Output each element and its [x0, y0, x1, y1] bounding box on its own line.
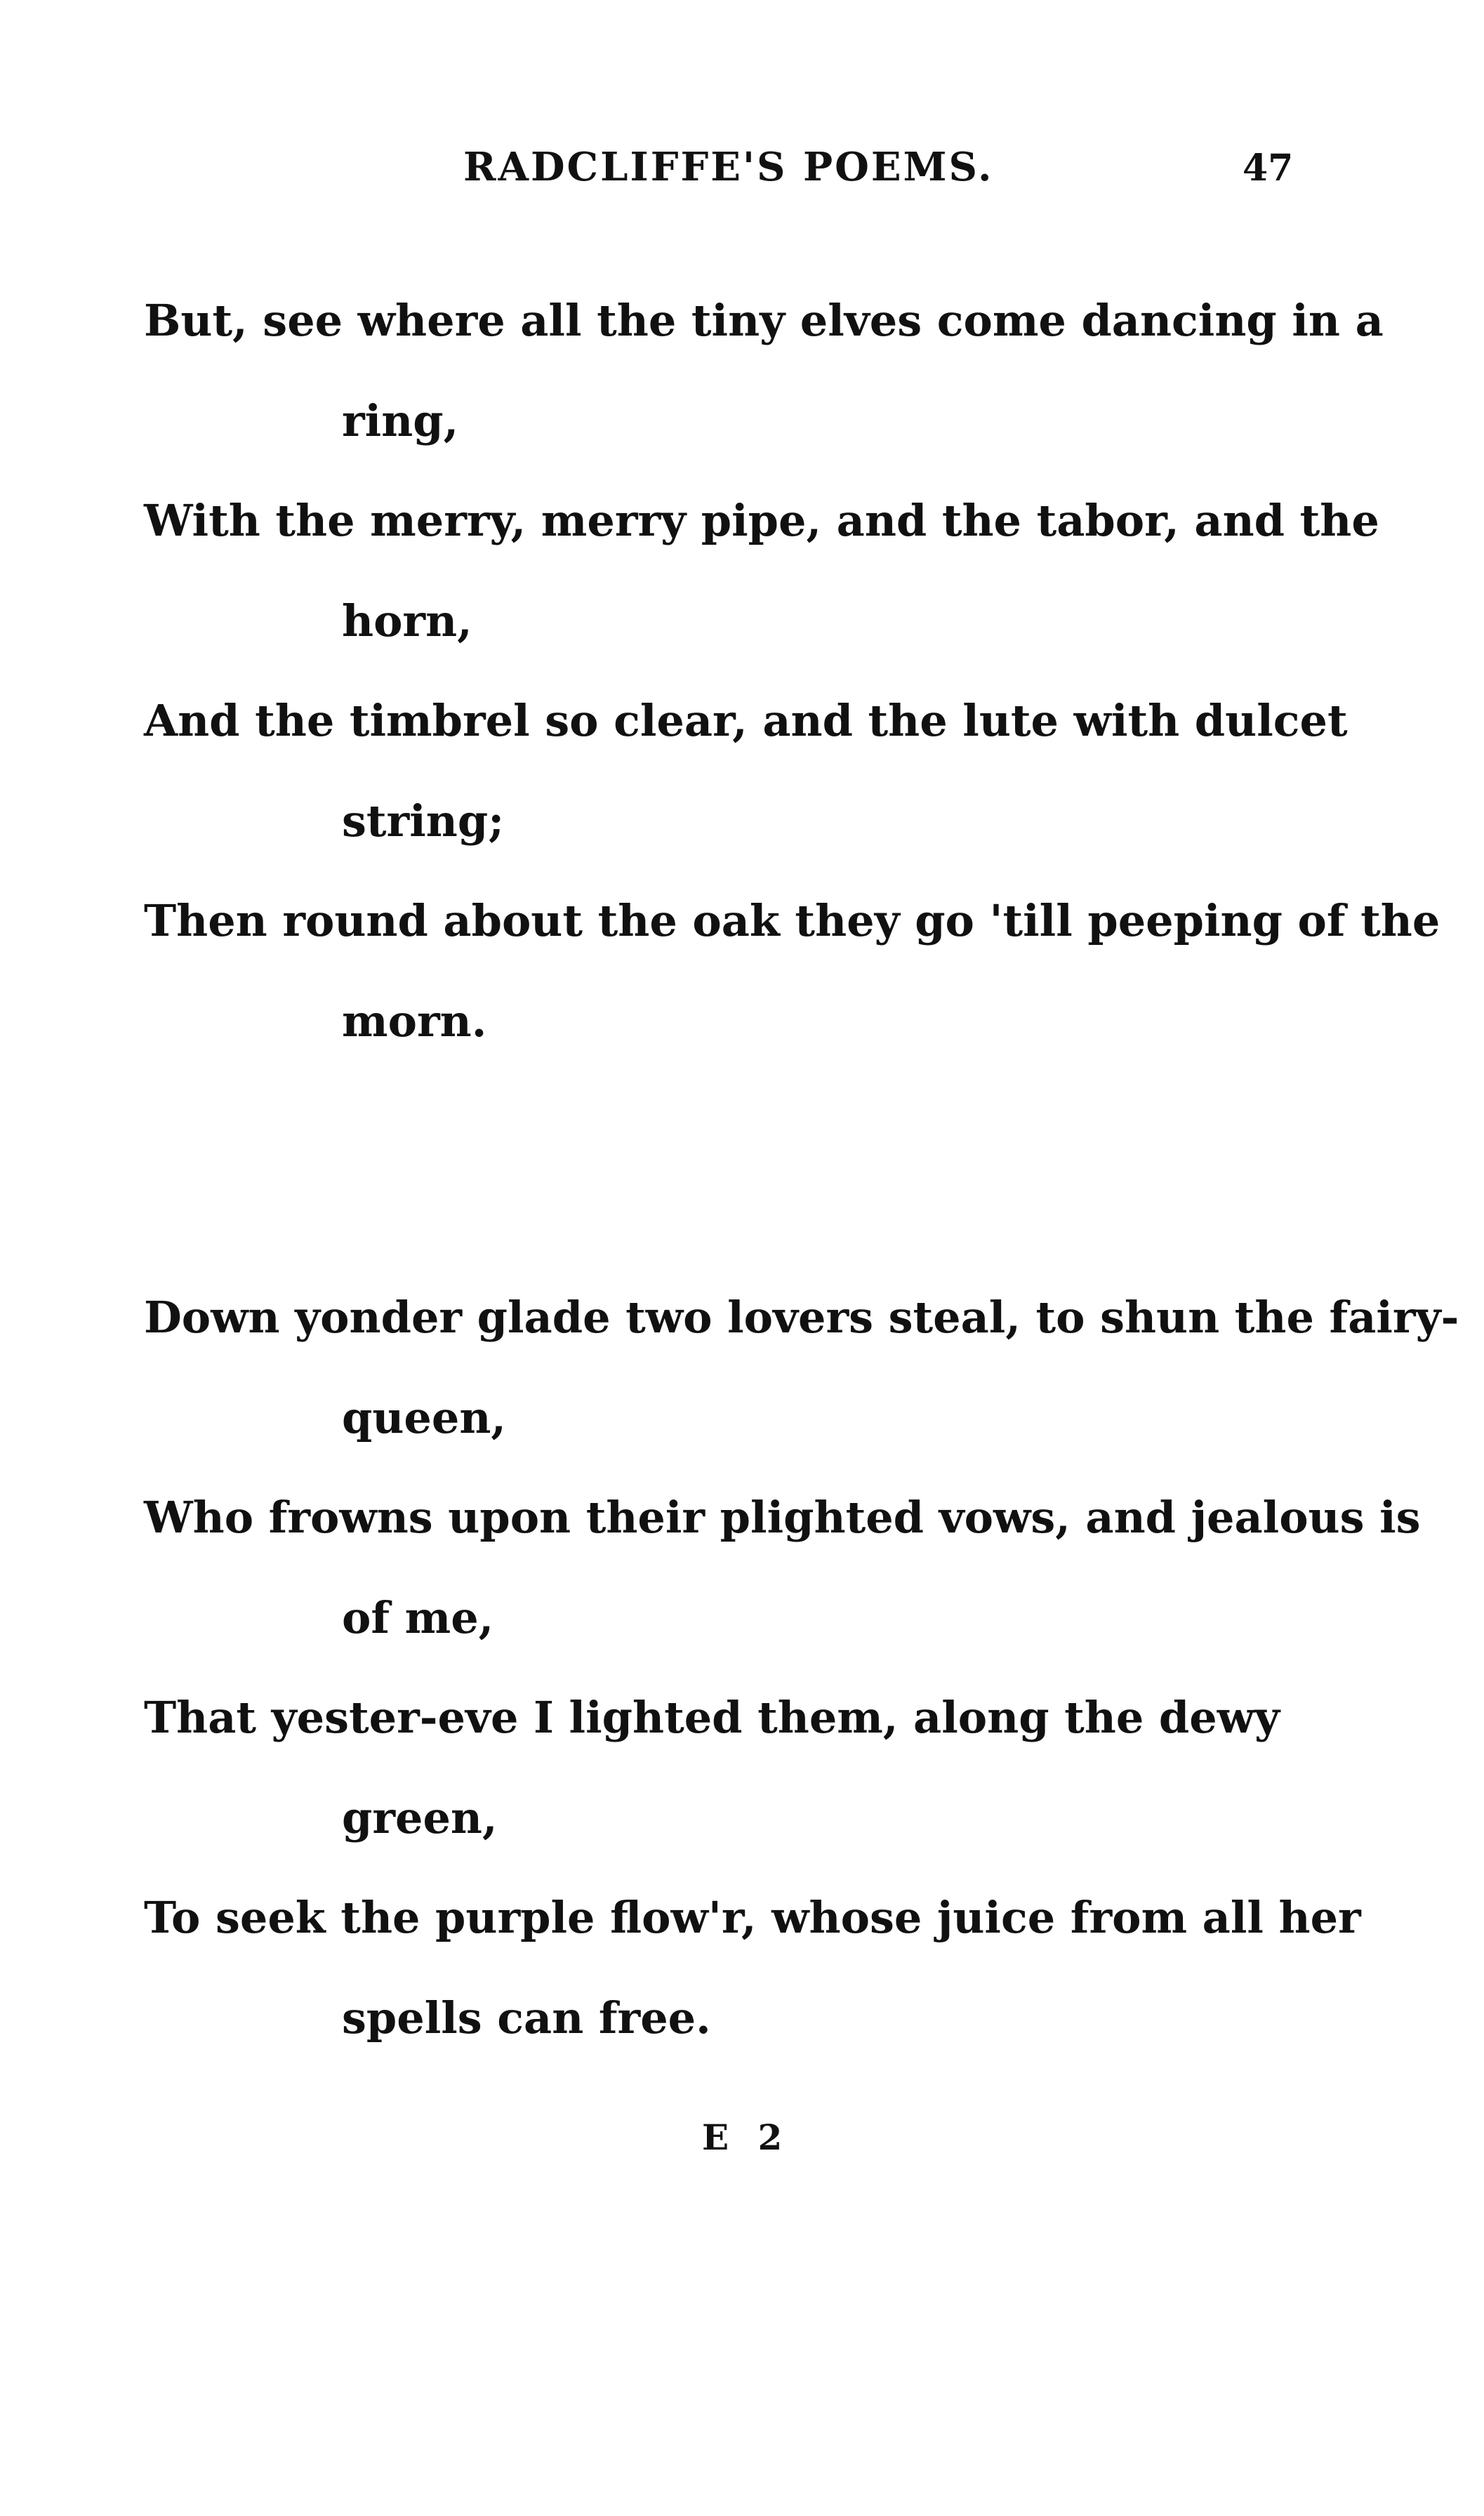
- verse-line-continuation: queen,: [342, 1392, 506, 1443]
- verse-line: And the timbrel so clear, and the lute with dulcet: [144, 695, 1348, 746]
- verse-line-continuation: green,: [342, 1792, 498, 1843]
- verse-line: Then round about the oak they go 'till peeping of the: [144, 895, 1440, 946]
- verse-line-continuation: morn.: [342, 995, 487, 1047]
- verse-line: Down yonder glade two lovers steal, to shun the fairy-: [144, 1292, 1459, 1343]
- verse-line-continuation: ring,: [342, 395, 459, 446]
- page-number: 47: [1243, 147, 1294, 190]
- verse-line: Who frowns upon their plighted vows, and jealous is: [144, 1492, 1421, 1543]
- verse-line: But, see where all the tiny elves come dancing in a: [144, 295, 1384, 346]
- verse-line: To seek the purple flow'r, whose juice from all her: [144, 1892, 1361, 1943]
- verse-line: That yester-eve I lighted them, along the dewy: [144, 1692, 1280, 1743]
- signature-mark: E 2: [702, 2117, 791, 2158]
- verse-line-continuation: of me,: [342, 1592, 494, 1643]
- verse-line-continuation: horn,: [342, 595, 472, 647]
- verse-line: With the merry, merry pipe, and the tabor, and the: [144, 495, 1379, 546]
- verse-line-continuation: spells can free.: [342, 1992, 711, 2044]
- page-header: [0, 144, 1484, 200]
- verse-line-continuation: string;: [342, 795, 505, 847]
- running-head: RADCLIFFE'S POEMS.: [463, 144, 994, 190]
